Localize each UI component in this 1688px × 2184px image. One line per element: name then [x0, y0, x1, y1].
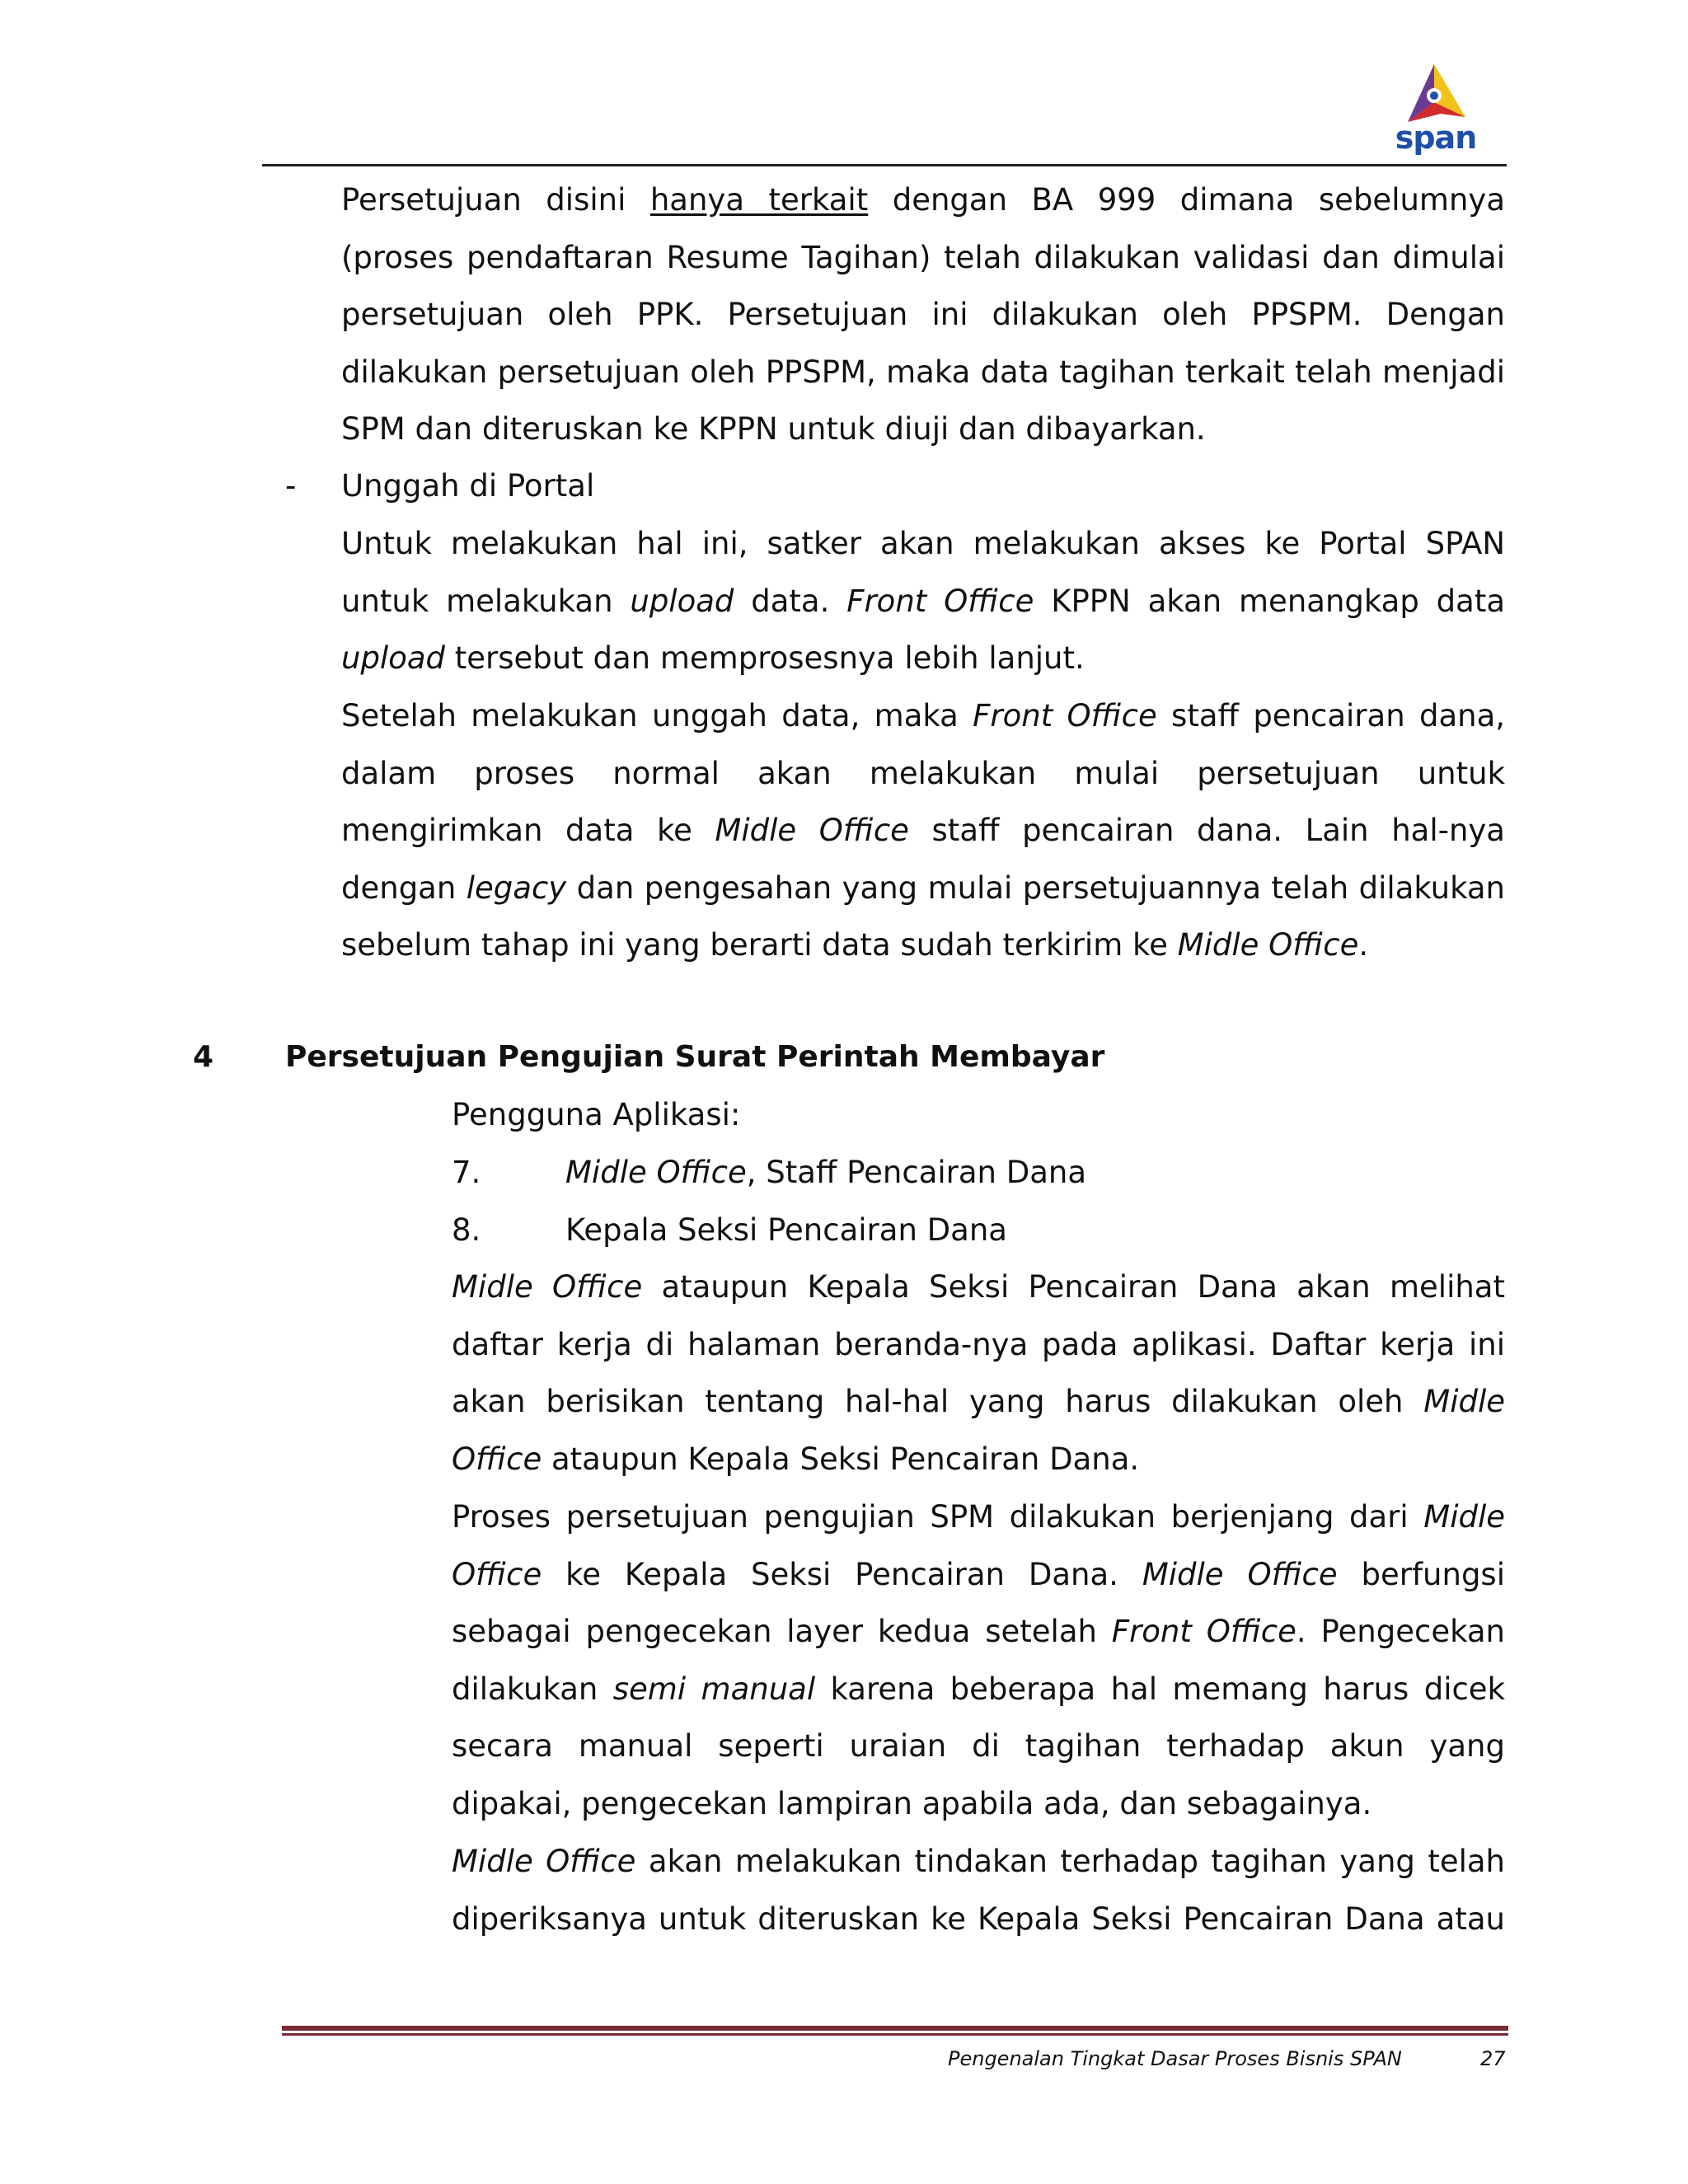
list-item: Midle Office, Staff Pencairan Dana [565, 1155, 1087, 1190]
paragraph-upload-portal: Untuk melakukan hal ini, satker akan melakukan akses ke Portal SPAN untuk melakukan upload data. Front Office KPPN akan menangkap data upload tersebut dan memprosesnya lebih lanjut. [341, 526, 1506, 677]
list-item-number: 8. [452, 1212, 481, 1248]
logo-text: span [1395, 120, 1477, 156]
header-divider [262, 164, 1507, 166]
footer-title: Pengenalan Tingkat Dasar Proses Bisnis SPAN [948, 2047, 1402, 2070]
section-number: 4 [193, 1040, 214, 1074]
underlined-phrase: hanya terkait [649, 182, 869, 218]
paragraph-worklist: Midle Office ataupun Kepala Seksi Pencairan Dana akan melihat daftar kerja di halaman beranda-nya pada aplikasi. Daftar kerja ini akan berisikan tentang hal-hal yang harus dilakukan oleh Midle Office ataupun Kepala Seksi Pencairan Dana. [452, 1269, 1505, 1477]
section-title: Persetujuan Pengujian Surat Perintah Membayar [285, 1040, 1105, 1074]
footer-divider [282, 2026, 1508, 2031]
list-item-number: 7. [452, 1155, 481, 1190]
list-item: Kepala Seksi Pencairan Dana [565, 1212, 1007, 1248]
users-label: Pengguna Aplikasi: [452, 1097, 741, 1132]
bullet-title-unggah-portal: Unggah di Portal [341, 468, 595, 504]
paragraph-midle-office-action: Midle Office akan melakukan tindakan terhadap tagihan yang telah diperiksanya untuk diteruskan ke Kepala Seksi Pencairan Dana atau [452, 1844, 1505, 1937]
paragraph-approval-ba999: Persetujuan disini hanya terkait dengan BA 999 dimana sebelumnya (proses pendaftaran Resume Tagihan) telah dilakukan validasi dan dimulai persetujuan oleh PPK. Persetujuan ini dilakukan oleh PPSPM. Dengan dilakukan persetujuan oleh PPSPM, maka data tagihan terkait telah menjadi SPM dan diteruskan ke KPPN untuk diuji dan dibayarkan. [341, 182, 1505, 448]
paragraph-approval-process: Proses persetujuan pengujian SPM dilakukan berjenjang dari Midle Office ke Kepala Seksi Pencairan Dana. Midle Office berfungsi sebagai pengecekan layer kedua setelah Front Office. Pengecekan dilakukan semi manual karena beberapa hal memang harus dicek secara manual seperti uraian di tagihan terhadap akun yang dipakai, pengecekan lampiran apabila ada, dan sebagainya. [452, 1499, 1506, 1821]
bullet-dash: - [285, 468, 297, 504]
footer-divider-thin [282, 2033, 1508, 2036]
page-number: 27 [1480, 2047, 1506, 2070]
paragraph-after-upload: Setelah melakukan unggah data, maka Front Office staff pencairan dana, dalam proses normal akan melakukan mulai persetujuan untuk mengirimkan data ke Midle Office staff pencairan dana. Lain hal-nya dengan legacy dan pengesahan yang mulai persetujuannya telah dilakukan sebelum tahap ini yang berarti data sudah terkirim ke Midle Office. [341, 698, 1506, 963]
